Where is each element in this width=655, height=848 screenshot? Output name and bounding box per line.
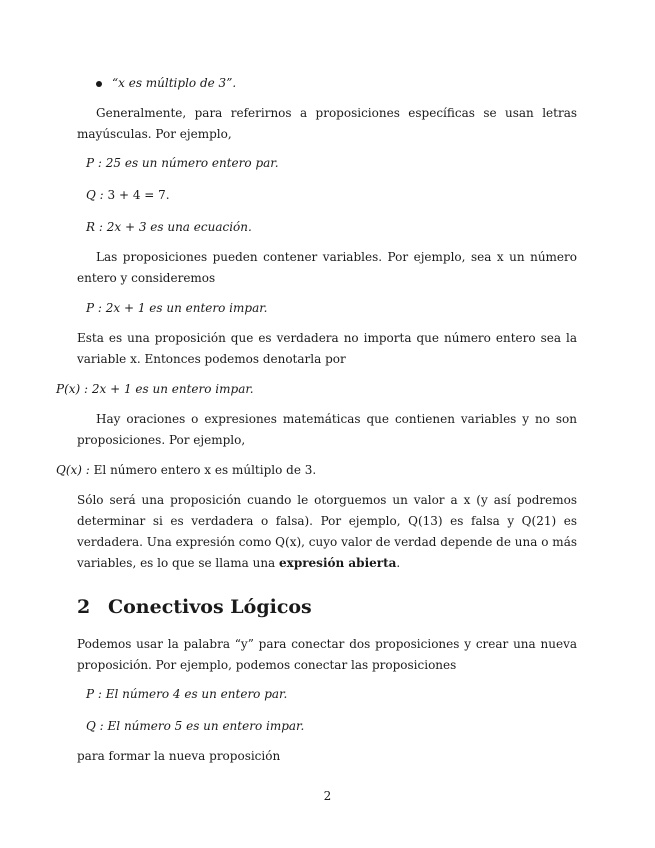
proposition-p bbox=[86, 153, 279, 174]
section-heading bbox=[77, 596, 312, 618]
paragraph-6: Podemos usar la palabra “y” para conectar dos proposiciones y crear una nueva proposición. Por ejemplo, podemos conectar las proposiciones bbox=[77, 637, 577, 672]
paragraph-2: Las proposiciones pueden contener variables. Por ejemplo, sea x un número entero y consideremos bbox=[77, 250, 577, 285]
proposition-label: R : bbox=[86, 220, 103, 234]
page-number: 2 bbox=[323, 789, 332, 803]
proposition-text: 2x + 1 es un entero impar. bbox=[91, 382, 254, 396]
proposition-text: 2x + 1 es un entero impar. bbox=[105, 301, 268, 315]
proposition-q bbox=[86, 185, 170, 206]
proposition-text: El número 4 es un entero par. bbox=[105, 687, 288, 701]
proposition-px bbox=[56, 379, 254, 400]
proposition-text: 25 es un número entero par. bbox=[105, 156, 279, 170]
proposition-p-2 bbox=[86, 684, 287, 705]
bullet-dot-icon bbox=[96, 81, 102, 87]
proposition-label: Q : bbox=[86, 719, 104, 733]
section-number: 2 bbox=[77, 596, 91, 618]
proposition-text: El número 5 es un entero impar. bbox=[107, 719, 305, 733]
paragraph-5 bbox=[77, 490, 577, 574]
section-title: Conectivos Lógicos bbox=[108, 596, 312, 618]
bullet-text: “x es múltiplo de 3”. bbox=[112, 76, 237, 90]
proposition-p-variable bbox=[86, 298, 267, 319]
paragraph-5-text: Sólo será una proposición cuando le otorguemos un valor a x (y así podremos determinar si es verdadera o falsa). Por ejemplo, Q(13) es falsa y Q(21) es verdadera. Una expresión como Q(x), cuyo valor de verdad depende de una o más variables, es lo que se llama una bbox=[77, 493, 577, 570]
proposition-r bbox=[86, 217, 252, 238]
proposition-label: Q : bbox=[86, 188, 104, 202]
paragraph-4: Hay oraciones o expresiones matemáticas que contienen variables y no son proposiciones. Por ejemplo, bbox=[77, 412, 577, 447]
proposition-label: P(x) : bbox=[56, 382, 89, 396]
bullet-item bbox=[96, 73, 236, 94]
proposition-label: P : bbox=[86, 301, 102, 315]
proposition-q-2 bbox=[86, 716, 304, 737]
proposition-label: Q(x) : bbox=[56, 463, 90, 477]
paragraph-7: para formar la nueva proposición bbox=[77, 749, 281, 763]
paragraph-3: Esta es una proposición que es verdadera no importa que número entero sea la variable x. Entonces podemos denotarla por bbox=[77, 331, 577, 366]
proposition-text: El número entero x es múltiplo de 3. bbox=[93, 463, 317, 477]
proposition-text: 3 + 4 = 7. bbox=[107, 188, 170, 202]
bold-term: expresión abierta bbox=[279, 556, 397, 570]
paragraph-1: Generalmente, para referirnos a proposiciones específicas se usan letras mayúsculas. Por ejemplo, bbox=[77, 106, 577, 141]
paragraph-5-end: . bbox=[396, 556, 401, 570]
proposition-qx bbox=[56, 460, 316, 481]
proposition-text: 2x + 3 es una ecuación. bbox=[106, 220, 252, 234]
proposition-label: P : bbox=[86, 687, 102, 701]
proposition-label: P : bbox=[86, 156, 102, 170]
